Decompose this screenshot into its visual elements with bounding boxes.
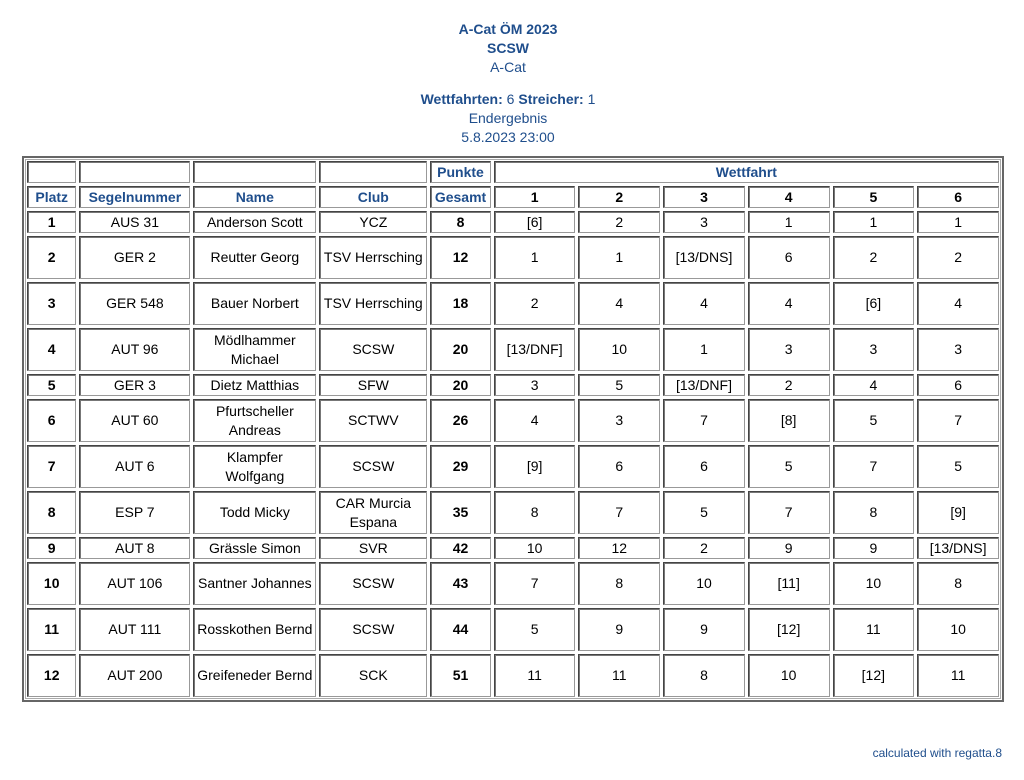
race-score-cell: 6 xyxy=(663,445,745,488)
race-score-cell: 6 xyxy=(917,374,999,396)
club-cell: SCK xyxy=(319,654,427,697)
races-label: Wettfahrten: xyxy=(420,91,503,107)
race-score-cell: 1 xyxy=(917,211,999,233)
race-score-cell: 10 xyxy=(833,562,915,605)
race-score-cell: [6] xyxy=(833,282,915,325)
total-points-cell: 12 xyxy=(430,236,491,279)
sail-number-cell: AUT 60 xyxy=(79,399,190,442)
race-score-cell: 9 xyxy=(578,608,660,651)
sail-number-column-header: Segelnummer xyxy=(79,186,190,208)
race-score-cell: 10 xyxy=(578,328,660,371)
race-score-cell: 5 xyxy=(663,491,745,534)
name-cell: Bauer Norbert xyxy=(193,282,316,325)
race-column-header: 5 xyxy=(833,186,915,208)
table-row xyxy=(27,399,999,442)
race-score-cell: 3 xyxy=(917,328,999,371)
sail-number-cell: AUT 111 xyxy=(79,608,190,651)
race-score-cell: 5 xyxy=(494,608,576,651)
total-points-cell: 20 xyxy=(430,328,491,371)
race-score-cell: 7 xyxy=(494,562,576,605)
name-cell: Pfurtscheller Andreas xyxy=(193,399,316,442)
race-score-cell: 1 xyxy=(494,236,576,279)
organizing-club: SCSW xyxy=(487,40,529,56)
sail-number-cell: AUT 8 xyxy=(79,537,190,559)
race-column-header: 6 xyxy=(917,186,999,208)
race-score-cell: 6 xyxy=(748,236,830,279)
race-count-line xyxy=(0,90,1016,109)
race-score-cell: 4 xyxy=(748,282,830,325)
race-column-header: 3 xyxy=(663,186,745,208)
race-score-cell: 4 xyxy=(917,282,999,325)
rank-cell: 8 xyxy=(27,491,76,534)
blank-header-cell xyxy=(27,161,76,183)
sail-number-cell: AUT 200 xyxy=(79,654,190,697)
header-spacer xyxy=(0,77,1016,90)
race-score-cell: 2 xyxy=(494,282,576,325)
total-points-cell: 35 xyxy=(430,491,491,534)
race-score-cell: 3 xyxy=(494,374,576,396)
race-column-header: 4 xyxy=(748,186,830,208)
software-credit: calculated with regatta.8 xyxy=(872,746,1002,760)
table-row xyxy=(27,282,999,325)
club-cell: SFW xyxy=(319,374,427,396)
race-score-cell: [8] xyxy=(748,399,830,442)
races-value: 6 xyxy=(506,91,515,107)
rank-cell: 12 xyxy=(27,654,76,697)
rank-cell: 10 xyxy=(27,562,76,605)
race-score-cell: 11 xyxy=(578,654,660,697)
race-score-cell: 1 xyxy=(663,328,745,371)
name-cell: Greifeneder Bernd xyxy=(193,654,316,697)
name-cell: Reutter Georg xyxy=(193,236,316,279)
race-score-cell: 2 xyxy=(833,236,915,279)
race-score-cell: 11 xyxy=(917,654,999,697)
club-cell: SCSW xyxy=(319,562,427,605)
sail-number-cell: ESP 7 xyxy=(79,491,190,534)
race-score-cell: 7 xyxy=(833,445,915,488)
race-score-cell: 5 xyxy=(748,445,830,488)
rank-cell: 5 xyxy=(27,374,76,396)
sail-number-cell: GER 548 xyxy=(79,282,190,325)
race-score-cell: 3 xyxy=(663,211,745,233)
name-cell: Santner Johannes xyxy=(193,562,316,605)
name-column-header: Name xyxy=(193,186,316,208)
rank-cell: 4 xyxy=(27,328,76,371)
club-cell: TSV Herrsching xyxy=(319,236,427,279)
table-row xyxy=(27,211,999,233)
sail-number-cell: AUT 96 xyxy=(79,328,190,371)
race-score-cell: 1 xyxy=(748,211,830,233)
race-score-cell: [13/DNS] xyxy=(917,537,999,559)
race-score-cell: [12] xyxy=(833,654,915,697)
race-score-cell: 7 xyxy=(663,399,745,442)
points-group-header: Punkte xyxy=(430,161,491,183)
race-score-cell: [13/DNF] xyxy=(663,374,745,396)
race-score-cell: 7 xyxy=(748,491,830,534)
race-score-cell: 7 xyxy=(917,399,999,442)
race-score-cell: 10 xyxy=(748,654,830,697)
name-cell: Todd Micky xyxy=(193,491,316,534)
name-cell: Anderson Scott xyxy=(193,211,316,233)
results-table xyxy=(22,156,1004,702)
race-score-cell: 9 xyxy=(663,608,745,651)
discards-label: Streicher: xyxy=(518,91,584,107)
name-cell: Klampfer Wolfgang xyxy=(193,445,316,488)
name-cell: Dietz Matthias xyxy=(193,374,316,396)
total-points-cell: 43 xyxy=(430,562,491,605)
race-score-cell: 5 xyxy=(833,399,915,442)
race-score-cell: 9 xyxy=(833,537,915,559)
sail-number-cell: AUT 6 xyxy=(79,445,190,488)
race-score-cell: 10 xyxy=(494,537,576,559)
blank-header-cell xyxy=(79,161,190,183)
table-row xyxy=(27,491,999,534)
table-row xyxy=(27,374,999,396)
race-score-cell: 6 xyxy=(578,445,660,488)
race-score-cell: [6] xyxy=(494,211,576,233)
total-points-cell: 26 xyxy=(430,399,491,442)
race-score-cell: 4 xyxy=(833,374,915,396)
total-points-cell: 42 xyxy=(430,537,491,559)
race-score-cell: 11 xyxy=(494,654,576,697)
table-row xyxy=(27,236,999,279)
group-header-row xyxy=(27,161,999,183)
table-row xyxy=(27,445,999,488)
table-row xyxy=(27,608,999,651)
race-score-cell: 1 xyxy=(833,211,915,233)
race-score-cell: 11 xyxy=(833,608,915,651)
race-score-cell: 8 xyxy=(833,491,915,534)
results-header xyxy=(0,20,1016,147)
race-column-header: 1 xyxy=(494,186,576,208)
sail-number-cell: AUT 106 xyxy=(79,562,190,605)
race-score-cell: 10 xyxy=(663,562,745,605)
total-points-cell: 44 xyxy=(430,608,491,651)
club-cell: SCSW xyxy=(319,328,427,371)
total-column-header: Gesamt xyxy=(430,186,491,208)
rank-cell: 11 xyxy=(27,608,76,651)
discards-value: 1 xyxy=(587,91,596,107)
race-score-cell: 8 xyxy=(578,562,660,605)
total-points-cell: 29 xyxy=(430,445,491,488)
blank-header-cell xyxy=(319,161,427,183)
total-points-cell: 18 xyxy=(430,282,491,325)
race-score-cell: [13/DNF] xyxy=(494,328,576,371)
race-score-cell: [9] xyxy=(917,491,999,534)
rank-cell: 6 xyxy=(27,399,76,442)
table-row xyxy=(27,562,999,605)
club-cell: SCSW xyxy=(319,445,427,488)
sail-number-cell: GER 2 xyxy=(79,236,190,279)
race-score-cell: [11] xyxy=(748,562,830,605)
club-column-header: Club xyxy=(319,186,427,208)
table-row xyxy=(27,654,999,697)
result-datetime: 5.8.2023 23:00 xyxy=(461,129,555,145)
races-group-header: Wettfahrt xyxy=(494,161,999,183)
race-score-cell: 2 xyxy=(663,537,745,559)
race-score-cell: 3 xyxy=(748,328,830,371)
rank-cell: 2 xyxy=(27,236,76,279)
race-score-cell: 4 xyxy=(494,399,576,442)
total-points-cell: 20 xyxy=(430,374,491,396)
race-score-cell: 5 xyxy=(578,374,660,396)
name-cell: Rosskothen Bernd xyxy=(193,608,316,651)
race-score-cell: 8 xyxy=(917,562,999,605)
rank-cell: 1 xyxy=(27,211,76,233)
total-points-cell: 8 xyxy=(430,211,491,233)
race-score-cell: 2 xyxy=(748,374,830,396)
race-score-cell: 12 xyxy=(578,537,660,559)
race-score-cell: [9] xyxy=(494,445,576,488)
race-score-cell: 3 xyxy=(833,328,915,371)
club-cell: SVR xyxy=(319,537,427,559)
club-cell: CAR Murcia Espana xyxy=(319,491,427,534)
race-score-cell: 2 xyxy=(578,211,660,233)
club-cell: SCTWV xyxy=(319,399,427,442)
result-status: Endergebnis xyxy=(468,110,548,126)
race-score-cell: 4 xyxy=(578,282,660,325)
race-score-cell: 3 xyxy=(578,399,660,442)
sail-number-cell: GER 3 xyxy=(79,374,190,396)
club-cell: SCSW xyxy=(319,608,427,651)
race-column-header: 2 xyxy=(578,186,660,208)
table-row xyxy=(27,328,999,371)
race-score-cell: 8 xyxy=(494,491,576,534)
total-points-cell: 51 xyxy=(430,654,491,697)
rank-cell: 9 xyxy=(27,537,76,559)
race-score-cell: [13/DNS] xyxy=(663,236,745,279)
column-header-row xyxy=(27,186,999,208)
name-cell: Grässle Simon xyxy=(193,537,316,559)
race-score-cell: 2 xyxy=(917,236,999,279)
name-cell: Mödlhammer Michael xyxy=(193,328,316,371)
race-score-cell: 9 xyxy=(748,537,830,559)
results-body xyxy=(27,211,999,697)
rank-column-header: Platz xyxy=(27,186,76,208)
race-score-cell: [12] xyxy=(748,608,830,651)
race-score-cell: 10 xyxy=(917,608,999,651)
club-cell: YCZ xyxy=(319,211,427,233)
rank-cell: 3 xyxy=(27,282,76,325)
table-row xyxy=(27,537,999,559)
club-cell: TSV Herrsching xyxy=(319,282,427,325)
race-score-cell: 8 xyxy=(663,654,745,697)
race-score-cell: 4 xyxy=(663,282,745,325)
race-score-cell: 1 xyxy=(578,236,660,279)
blank-header-cell xyxy=(193,161,316,183)
event-title: A-Cat ÖM 2023 xyxy=(458,21,558,37)
sail-number-cell: AUS 31 xyxy=(79,211,190,233)
rank-cell: 7 xyxy=(27,445,76,488)
boat-class: A-Cat xyxy=(490,59,526,75)
race-score-cell: 7 xyxy=(578,491,660,534)
race-score-cell: 5 xyxy=(917,445,999,488)
